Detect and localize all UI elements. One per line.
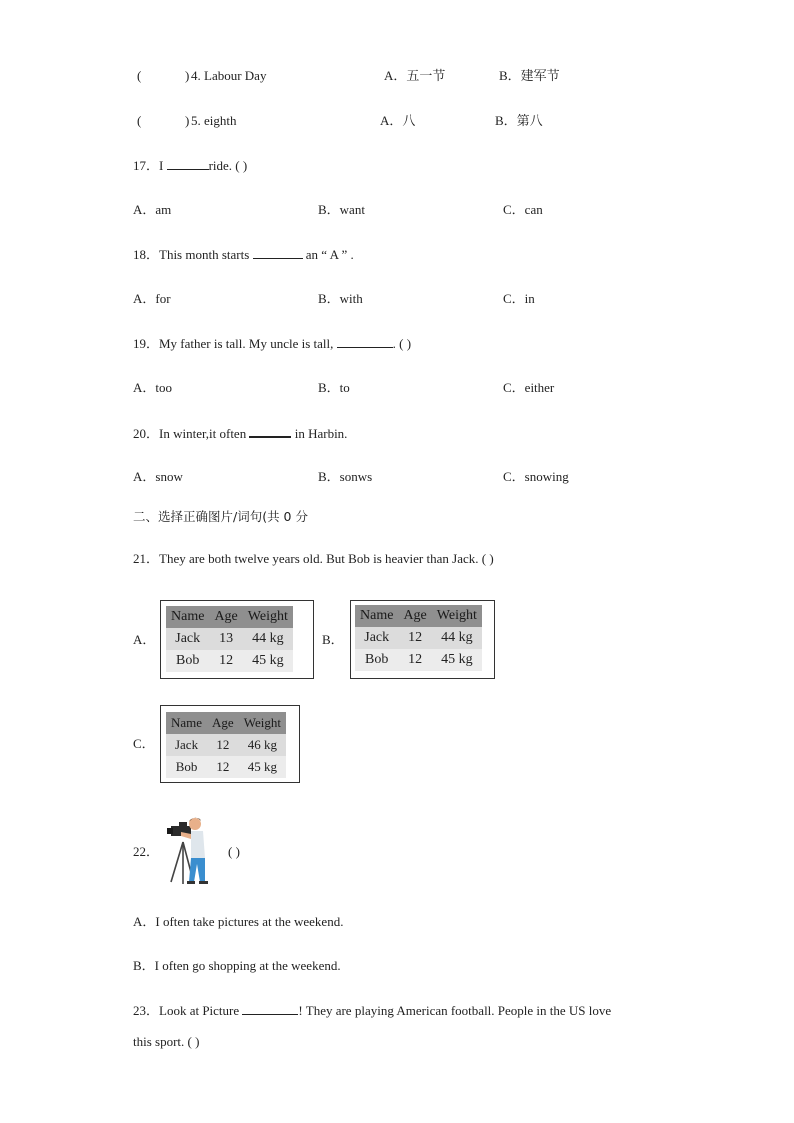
cell-age: 12 (207, 734, 239, 756)
header-weight: Weight (432, 605, 482, 627)
q17-post: ride. ( ) (208, 158, 248, 173)
section-2-title: 二、选择正确图片/词句(共 0 分 (133, 509, 308, 524)
cell-age: 13 (209, 628, 242, 650)
q21-table-a (166, 606, 293, 672)
q21-table-c (166, 712, 286, 778)
cell-weight: 46 kg (239, 734, 286, 756)
q20-pre: 20．In winter,it often (133, 426, 250, 441)
q17-option-c: C．can (503, 202, 543, 217)
header-age: Age (209, 606, 242, 628)
q20-question (133, 424, 347, 442)
q23-post: ! They are playing American football. People in the US love (298, 1003, 612, 1018)
q18-post: an “ A ” . (302, 247, 354, 262)
q17-option-a: A．am (133, 202, 172, 217)
q4-paren-close: ) (185, 68, 190, 83)
q21-question: 21．They are both twelve years old. But Bob is heavier than Jack. ( ) (133, 551, 494, 566)
q19-option-b: B．to (318, 380, 350, 395)
header-name: Name (166, 712, 207, 734)
q5-option-a: A．八 (380, 113, 416, 128)
table-header-row (355, 605, 482, 627)
q19-question (133, 335, 411, 352)
q19-blank (337, 335, 393, 348)
cell-weight: 44 kg (243, 628, 293, 650)
table-row (166, 628, 293, 650)
q4-option-a: A．五一节 (384, 68, 446, 83)
header-weight: Weight (239, 712, 286, 734)
q18-pre: 18．This month starts (133, 247, 253, 262)
q23-pre: 23．Look at Picture (133, 1003, 243, 1018)
cell-name: Jack (166, 628, 209, 650)
q17-blank (167, 157, 209, 170)
q22-option-b: B．I often go shopping at the weekend. (133, 958, 341, 973)
table-row (166, 756, 286, 778)
cell-weight: 45 kg (243, 650, 293, 672)
q5-paren-open: ( (137, 113, 142, 128)
q23-line-2: this sport. ( ) (133, 1034, 200, 1049)
cell-age: 12 (209, 650, 242, 672)
q21-option-c-frame[interactable] (160, 705, 300, 783)
cell-age: 12 (207, 756, 239, 778)
cell-age: 12 (398, 627, 431, 649)
q17-option-b: B．want (318, 202, 365, 217)
cell-weight: 45 kg (432, 649, 482, 671)
q17-question (133, 157, 247, 174)
q5-text: 5. eighth (191, 113, 237, 128)
q18-question (133, 246, 354, 263)
q20-option-a: A．snow (133, 469, 183, 484)
q20-option-c: C．snowing (503, 469, 569, 484)
table-header-row (166, 606, 293, 628)
cell-name: Jack (355, 627, 398, 649)
q4-option-b: B．建军节 (499, 68, 560, 83)
q18-option-c: C．in (503, 291, 535, 306)
q4-text: 4. Labour Day (191, 68, 267, 83)
q21-option-a-frame[interactable] (160, 600, 314, 679)
q22-number: 22． (133, 844, 160, 859)
table-row (355, 649, 482, 671)
q21-label-c: C． (133, 736, 155, 751)
table-header-row (166, 712, 286, 734)
q20-post: in Harbin. (291, 426, 348, 441)
q19-option-a: A．too (133, 380, 173, 395)
q18-blank (253, 246, 303, 259)
table-row (355, 627, 482, 649)
q22-paren: ( ) (228, 844, 240, 859)
q22-option-a: A．I often take pictures at the weekend. (133, 914, 344, 929)
q20-blank (249, 424, 291, 438)
q18-option-b: B．with (318, 291, 363, 306)
q21-table-b (355, 605, 482, 671)
q18-option-a: A．for (133, 291, 171, 306)
q19-option-c: C．either (503, 380, 555, 395)
q21-option-b-frame[interactable] (350, 600, 495, 679)
q19-pre: 19．My father is tall. My uncle is tall, (133, 336, 337, 351)
cell-name: Bob (355, 649, 398, 671)
header-name: Name (166, 606, 209, 628)
q23-question (133, 1002, 611, 1019)
cell-weight: 44 kg (432, 627, 482, 649)
header-age: Age (207, 712, 239, 734)
cell-name: Bob (166, 650, 209, 672)
header-name: Name (355, 605, 398, 627)
cell-age: 12 (398, 649, 431, 671)
header-age: Age (398, 605, 431, 627)
q21-label-b: B． (322, 632, 344, 647)
q5-paren-close: ) (185, 113, 190, 128)
table-row (166, 734, 286, 756)
header-weight: Weight (243, 606, 293, 628)
q23-blank (242, 1002, 298, 1015)
q5-option-b: B．第八 (495, 113, 543, 128)
q19-post: . ( ) (392, 336, 412, 351)
q21-label-a: A． (133, 632, 156, 647)
photographer-image (165, 814, 221, 886)
cell-name: Bob (166, 756, 207, 778)
table-row (166, 650, 293, 672)
q17-pre: 17．I (133, 158, 167, 173)
q4-paren-open: ( (137, 68, 142, 83)
q20-option-b: B．sonws (318, 469, 373, 484)
cell-name: Jack (166, 734, 207, 756)
cell-weight: 45 kg (239, 756, 286, 778)
